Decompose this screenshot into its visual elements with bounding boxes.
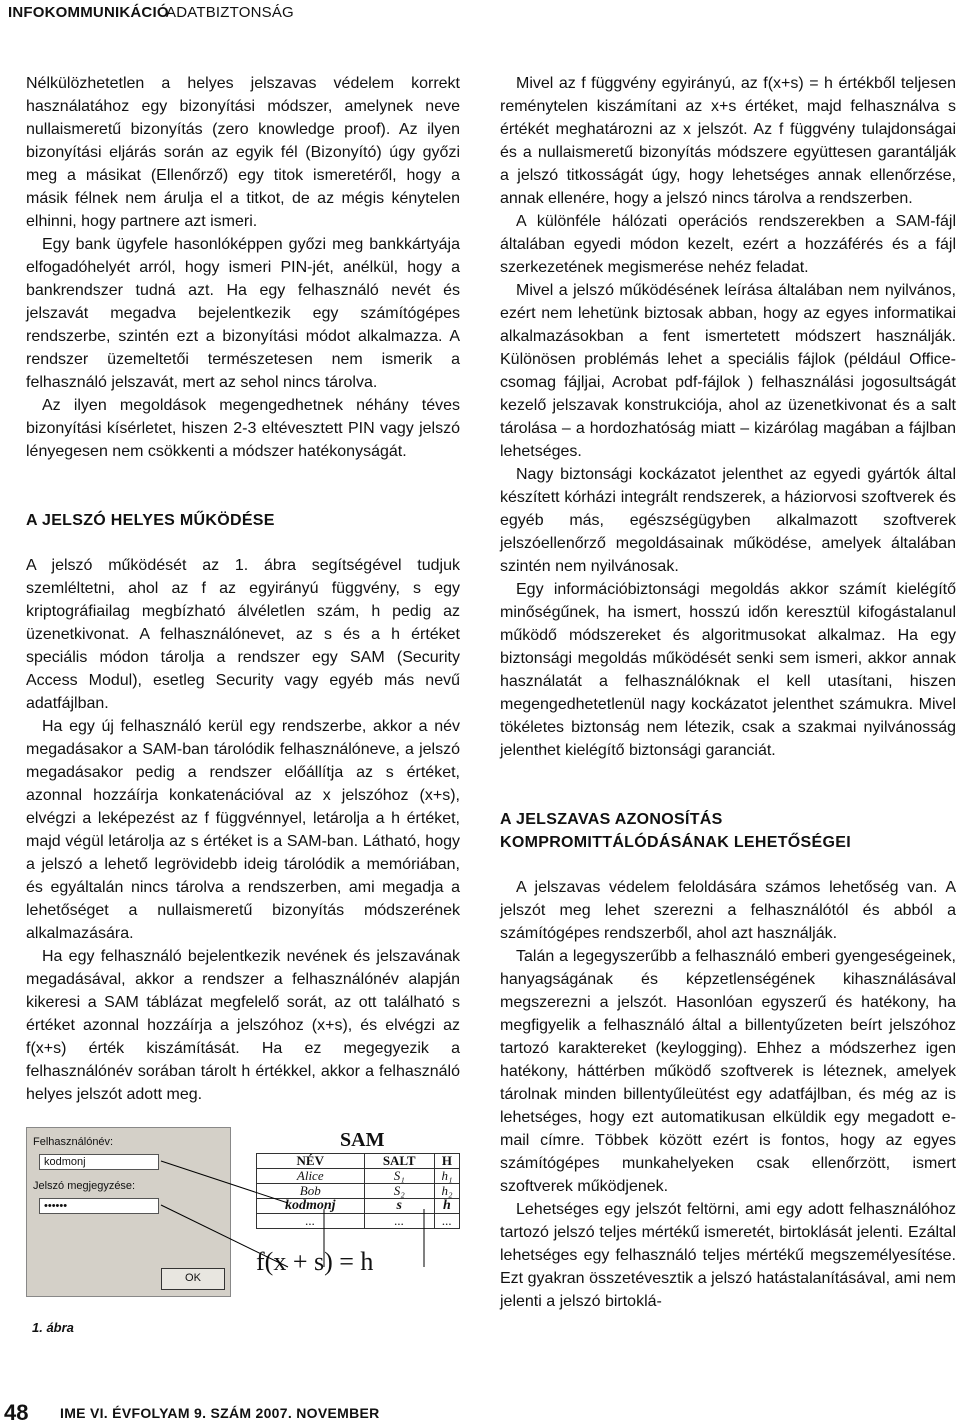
arrow-line xyxy=(161,1205,288,1267)
sam-cell: Bob xyxy=(257,1184,365,1199)
paragraph: Nélkülözhetetlen a helyes jelszavas védelem korrekt használatához egy bizonyítási módszer, amelynek neve nullaismeretű bizonyítás (zero knowledge proof). Az ilyen bizonyítási eljárás során az egyik fél (Bizonyító) úgy győzi meg a másikat (Ellenőrző) egy titok ismeretéről, hogy a másik félnek nem árulja el a titkot, de az mégis kénytelen elhinni, hogy partnere azt ismeri. xyxy=(26,75,460,230)
paragraph: Ha egy felhasználó bejelentkezik nevének és jelszavának megadásával, akkor a rendszer a felhasználónév alapján kikeresi a SAM táblázat megfelelő sorát, az ott található s értéket azonnal hozzáírja a jelszóhoz (x+s), és elvégzi az f(x+s) érték kiszámítását. Ha ez megegyezik a felhasználónév sorában tárolt h értékkel, akkor a felhasználó helyes jelszót adott meg. xyxy=(26,948,460,1103)
formula: f(x + s) = h xyxy=(256,1247,374,1276)
sam-header: H xyxy=(434,1154,459,1169)
username-field[interactable]: kodmonj xyxy=(39,1154,159,1170)
username-label: Felhasználónév: xyxy=(33,1136,114,1148)
sam-header: SALT xyxy=(364,1154,434,1169)
paragraph: Nagy biztonsági kockázatot jelenthet az egyedi gyártók által készített kórházi integrált rendszerek, a háziorvosi szoftverek és egyéb más, egészségügyben alkalmazott szoftverek jelszóellenőrző megoldásainak működése, amelyek általában szintén nem nyilvánosak. xyxy=(500,466,956,575)
sam-cell: h₂ xyxy=(434,1184,459,1199)
running-header xyxy=(0,0,960,28)
figure-arrows xyxy=(26,1127,460,1302)
page-footer xyxy=(0,1400,960,1423)
sam-cell: ... xyxy=(257,1214,365,1229)
magazine-issue: IME VI. ÉVFOLYAM 9. SZÁM 2007. NOVEMBER xyxy=(60,1405,380,1421)
paragraph: Talán a legegyszerűbb a felhasználó emberi gyengeségeinek, hanyagságának és képzetlenségének kihasználásával megszerezni a jelszót. Hasonlóan egyszerű és hatékony, ha megfigyelik a felhasználó által a billentyűzeten beírt jelszóhoz tartozó karaktereket (keylogging). Ehhez a módszerhez igen hatékony, háttérben működő szoftverek is léteznek, amelyek tárolnak minden billentyűleütést egy adatfájlban, és még az is lehetséges, hogy ezt automatikusan elküldik egy megadott e-mail címre. Többek között ezért is fontos, hogy az egyes számítógépes munkahelyeken csak ellenőrzött, ismert szoftverek működjenek. xyxy=(500,948,956,1195)
figure-1 xyxy=(26,1127,460,1302)
section-heading: A JELSZAVAS AZONOSÍTÁS xyxy=(500,811,723,828)
sam-cell: Alice xyxy=(257,1169,365,1184)
figure-caption: 1. ábra xyxy=(32,1320,74,1335)
sam-cell: ... xyxy=(364,1214,434,1229)
paragraph: Egy bank ügyfele hasonlóképpen győzi meg bankkártyája elfogadóhelyét arról, hogy ismeri PIN-jét, anélkül, hogy a bankrendszer tudná azt. Ha egy felhasználó nevét és jelszavát megadva bejelentkezik egy számítógépes rendszerbe, szintén ezt a bizonyítási módot alkalmazza. A rendszer üzemeltetői természetesen nem ismerik a felhasználó jelszavát, mert az sehol nincs tárolva. xyxy=(26,236,460,391)
section-heading-line2: KOMPROMITTÁLÓDÁSÁNAK LEHETŐSÉGEI xyxy=(500,834,851,851)
ok-button[interactable]: OK xyxy=(161,1268,225,1290)
sam-cell: S₂ xyxy=(364,1184,434,1199)
page-number: 48 xyxy=(4,1400,29,1425)
sam-header: NÉV xyxy=(257,1154,365,1169)
paragraph: Egy információbiztonsági megoldás akkor számít kielégítő minőségűnek, ha ismert, hosszú időn keresztül kifogástalanul működő módszereket és algoritmusokat alkalmaz. Ha egy biztonsági megoldás működését senki sem ismeri, akkor annak használatát a felhasználóknak el kell utasítani, hiszen megengedhetetlenül nagy kockázatot jelenthet számukra. Mivel tökéletes biztonság nem létezik, csak a szakmai nyilvánosság jelenthet kielégítő biztonsági garanciát. xyxy=(500,581,956,759)
arrow-line xyxy=(161,1161,288,1203)
paragraph: Ha egy új felhasználó kerül egy rendszerbe, akkor a név megadásakor a SAM-ban tárolódik felhasználóneve, a jelszó megadásakor pedig a rendszer előállítja az s értéket, azonnal hozzáírja konkatenációval az x jelszóhoz (x+s), elvégzi a leképezést az f függvénnyel, letárolja a h értéket, majd végül letárolja az s értéket is a SAM-ban. Látható, hogy a jelszó a lehető legrövidebb ideig tárolódik a memóriában, és egyáltalán nincs tárolva a rendszerben, ami megadja a lehetőséget a nullaismeretű bizonyítás módszerének alkalmazására. xyxy=(26,718,460,942)
paragraph: Mivel az f függvény egyirányú, az f(x+s) = h értékből teljesen reménytelen kiszámítani az x+s értéket, majd felhasználva s értékét meghatározni az x jelszót. Az f függvény tulajdonságai és a nullaismeretű bizonyítás módszere együttesen garantálják a jelszó titkosságát úgy, hogy lehetséges annak ellenőrzése, annak ellenére, hogy a jelszó nincs tárolva a rendszerben. xyxy=(500,75,956,207)
password-label: Jelszó megjegyzése: xyxy=(33,1180,136,1192)
paragraph: Mivel a jelszó működésének leírása általában nem nyilvános, ezért nem lehetünk biztosak abban, hogy az egyes informatikai alkalmazásokban a fent ismertetett módszert használják. Különösen problémás lehet a speciális fájlok (például Office-csomag fájljai, Acrobat pdf-fájlok ) felhasználási jogosultságát kezelő jelszavak konstrukciója, ahol az üzenetkivonat és a salt tárolása – a hordozhatóság miatt – kizárólag magában a fájlban lehetséges. xyxy=(500,282,956,460)
paragraph: A jelszavas védelem feloldására számos lehetőség van. A jelszót meg lehet szerezni a felhasználótól és abból a számítógépes rendszerből, ahol azt használják. xyxy=(500,879,956,942)
sam-cell: ... xyxy=(434,1214,459,1229)
sam-cell: h₁ xyxy=(434,1169,459,1184)
password-field[interactable]: •••••• xyxy=(39,1198,159,1214)
sam-cell: h xyxy=(434,1199,459,1214)
sam-cell: kodmonj xyxy=(257,1199,365,1214)
header-subsection: ADATBIZTONSÁG xyxy=(166,4,294,21)
header-section: INFOKOMMUNIKÁCIÓ xyxy=(8,4,169,21)
sam-title: SAM xyxy=(340,1129,385,1151)
paragraph: A jelszó működését az 1. ábra segítségével tudjuk szemléltetni, ahol az f az egyirányú függvény, s egy kriptográfiailag megbízható álvéletlen szám, h pedig az üzenetkivonat. A felhasználónevet, az s és a h értéket speciális módon tárolja a rendszer egy SAM (Security Access Modul), esetleg Security vagy egyéb más nevű adatfájlban. xyxy=(26,557,460,712)
sam-cell: S₁ xyxy=(364,1169,434,1184)
paragraph: A különféle hálózati operációs rendszerekben a SAM-fájl általában egyedi módon kezelt, ezért a hozzáférés és a fájl szerkezetének megismerése nehéz feladat. xyxy=(500,213,956,276)
paragraph: Az ilyen megoldások megengedhetnek néhány téves bizonyítási kísérletet, hiszen 2-3 eltévesztett PIN vagy jelszó lényegesen nem csökkenti a módszer hatékonyságát. xyxy=(26,397,460,460)
sam-cell: s xyxy=(364,1199,434,1214)
section-heading: A JELSZÓ HELYES MŰKÖDÉSE xyxy=(26,512,275,529)
paragraph: Lehetséges egy jelszót feltörni, ami egy adott felhasználóhoz tartozó jelszó teljes mértékű ismeretét, birtoklását jelenti. Ezáltal lehetséges egy felhasználó teljes mértékű megszemélyesítése. Ezt gyakran összetévesztik a jelszó hatástalanításával, ami nem jelenti a jelszó birtoklá- xyxy=(500,1201,956,1310)
left-column xyxy=(26,72,460,1106)
right-column xyxy=(500,72,956,1313)
